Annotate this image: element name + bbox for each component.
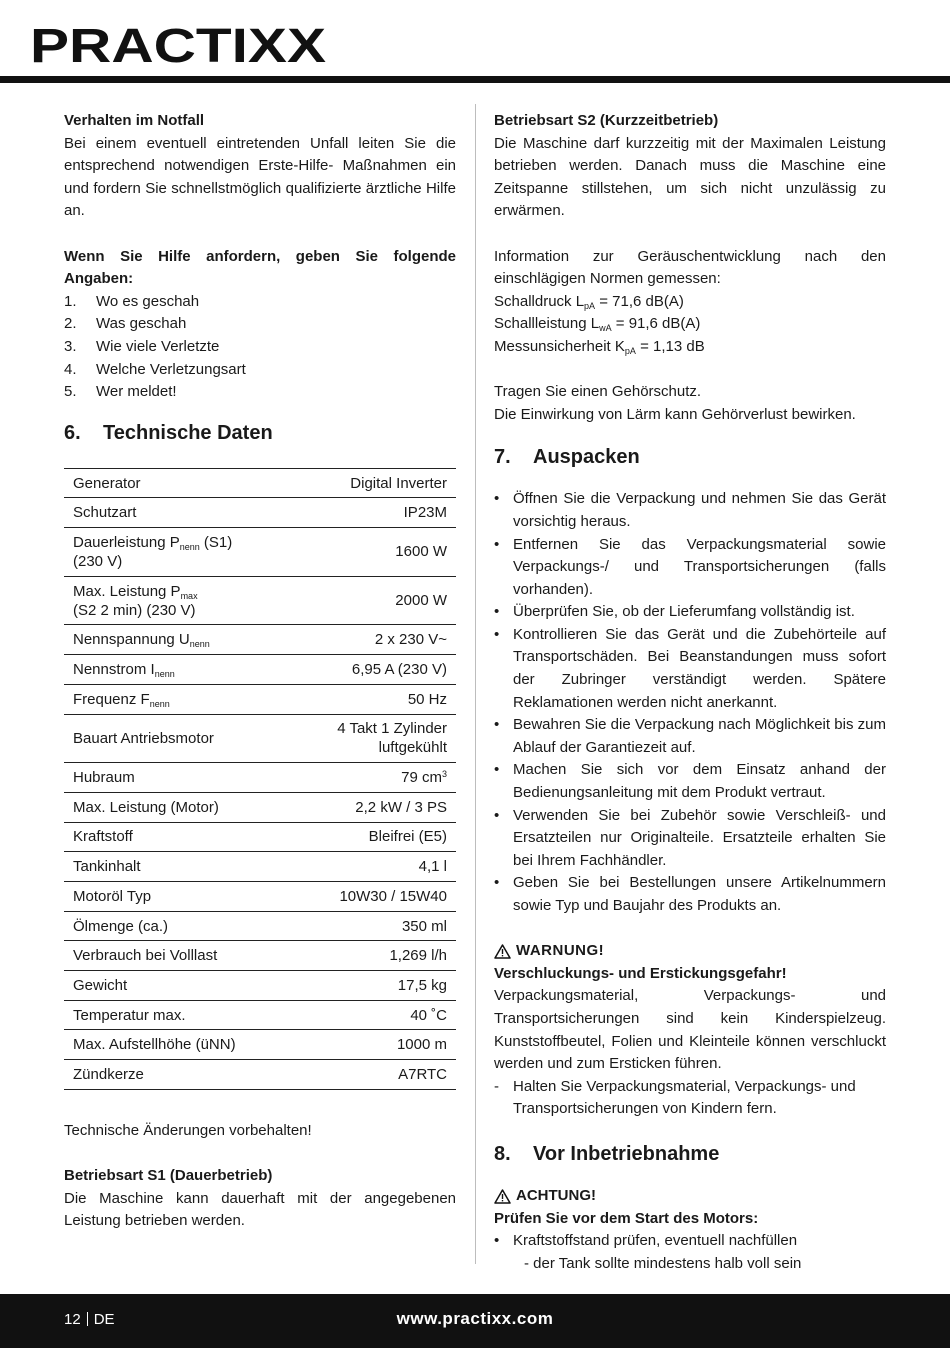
list-item: 3. Wie viele Verletzte bbox=[64, 337, 220, 355]
spec-table bbox=[64, 468, 456, 1090]
attention-heading: Prüfen Sie vor dem Start des Motors: bbox=[494, 1209, 759, 1227]
table-row: Max. Leistung (Motor) 2,2 kW / 3 PS bbox=[64, 792, 456, 822]
svg-text:PRACTIXX: PRACTIXX bbox=[30, 20, 326, 73]
table-row: Temperatur max. 40 ˚C bbox=[64, 1000, 456, 1030]
table-row: Nennspannung $U_{nenn}$ 2 x 230 V~ bbox=[64, 625, 456, 655]
help-list bbox=[64, 291, 456, 404]
list-item: • Kontrollieren Sie das Gerät und die Zubehörteile auf Transportschäden. Bei Beanstandungen muss sofort der Zubringer verständigt werden. Spätere Reklamationen werden nicht anerkannt. bbox=[494, 624, 886, 714]
attention-subline: - der Tank sollte mindestens halb voll sein bbox=[524, 1254, 802, 1272]
list-item: • Bewahren Sie die Verpackung nach Möglichkeit bis zum Ablauf der Garantiezeit auf. bbox=[494, 714, 886, 759]
noise-intro: Information zur Geräuschentwicklung nach den einschlägigen Normen gemessen: bbox=[494, 247, 886, 288]
table-row: Nennstrom $I_{nenn}$ 6,95 A (230 V) bbox=[64, 655, 456, 685]
s2-text: Die Maschine darf kurzzeitig mit der Maximalen Leistung betrieben werden. Danach muss die Maschine eine Zeitspanne stillstehen, um sich nicht unzulässig zu erwärmen. bbox=[494, 134, 886, 220]
noise-uncertainty: Messunsicherheit $K_{pA} = 1,13$ dB bbox=[494, 337, 705, 356]
list-item: 1. Wo es geschah bbox=[64, 292, 200, 310]
table-row: Dauerleistung $P_{nenn}$ (S1) (230 V) 1600 W bbox=[64, 528, 456, 577]
noise-power: Schallleistung $L_{wA} = 91,6$ dB(A) bbox=[494, 315, 701, 334]
table-row: Generator Digital Inverter bbox=[64, 468, 456, 498]
s1-text: Die Maschine kann dauerhaft mit der angegebenen Leistung betrieben werden. bbox=[64, 1189, 456, 1230]
table-row: Schutzart IP23M bbox=[64, 498, 456, 528]
warning-triangle-icon bbox=[494, 1189, 511, 1204]
table-row: Ölmenge (ca.) 350 ml bbox=[64, 911, 456, 941]
table-row: Frequenz $F_{nenn}$ 50 Hz bbox=[64, 684, 456, 714]
s1-heading: Betriebsart S1 (Dauerbetrieb) bbox=[64, 1166, 273, 1184]
list-item: • Entfernen Sie das Verpackungsmaterial sowie Verpackungs-/ und Transportsicherungen (falls vorhanden). bbox=[494, 534, 886, 602]
footer-url[interactable]: www.practixx.com bbox=[396, 1309, 554, 1328]
list-item: - Halten Sie Verpackungsmaterial, Verpackungs- und Transportsicherungen von Kindern fern. bbox=[494, 1076, 886, 1121]
list-item: • Überprüfen Sie, ob der Lieferumfang vollständig ist. bbox=[494, 601, 886, 624]
footer bbox=[0, 1294, 950, 1348]
table-row: Motoröl Typ 10W30 / 15W40 bbox=[64, 881, 456, 911]
table-row: Tankinhalt 4,1 l bbox=[64, 852, 456, 882]
list-item: • Kraftstoffstand prüfen, eventuell nachfüllen bbox=[494, 1230, 886, 1253]
s2-heading: Betriebsart S2 (Kurzzeitbetrieb) bbox=[494, 112, 719, 129]
section-heading-auspacken: 7. Auspacken bbox=[494, 446, 640, 469]
table-row: Zündkerze A7RTC bbox=[64, 1060, 456, 1090]
unpack-list bbox=[494, 488, 886, 917]
changes-note: Technische Änderungen vorbehalten! bbox=[64, 1121, 312, 1139]
emergency-text: Bei einem eventuell eintretenden Unfall leiten Sie die entsprechend notwendigen Erste-Hilfe- Maßnahmen ein und fordern Sie schnellstmöglich qualifizierte ärztliche Hilfe an. bbox=[64, 134, 456, 220]
warning-heading: Verschluckungs- und Erstickungsgefahr! bbox=[494, 964, 787, 982]
table-row: Verbrauch bei Volllast 1,269 l/h bbox=[64, 941, 456, 971]
warning-label: WARNUNG! bbox=[494, 940, 886, 963]
section-heading-technische-daten: 6. Technische Daten bbox=[64, 421, 273, 444]
table-row: Max. Leistung $P_{max}$ (S2 2 min) (230 V) 2000 W bbox=[64, 576, 456, 625]
warning-text: Verpackungsmaterial, Verpackungs- und Transportsicherungen sind kein Kinderspielzeug. Kunststoffbeutel, Folien und Kleinteile können verschluckt werden und zum Ersticken führen. bbox=[494, 987, 886, 1073]
attention-label: ACHTUNG! bbox=[494, 1185, 886, 1208]
left-column bbox=[64, 110, 456, 1233]
emergency-heading: Verhalten im Notfall bbox=[64, 112, 205, 129]
table-row: Kraftstoff Bleifrei (E5) bbox=[64, 822, 456, 852]
list-item: 4. Welche Verletzungsart bbox=[64, 360, 246, 378]
list-item: • Machen Sie sich vor dem Einsatz anhand der Bedienungsanleitung mit dem Produkt vertraut. bbox=[494, 759, 886, 804]
list-item: 2. Was geschah bbox=[64, 315, 187, 333]
header-rule bbox=[0, 76, 950, 83]
table-row: Bauart Antriebsmotor 4 Takt 1 Zylinder luftgekühlt bbox=[64, 714, 456, 763]
noise-advice-2: Die Einwirkung von Lärm kann Gehörverlust bewirken. bbox=[494, 405, 856, 423]
table-row: Hubraum 79 $cm^3$ bbox=[64, 763, 456, 793]
noise-pressure: Schalldruck $L_{pA} = 71,6$ dB(A) bbox=[494, 292, 684, 311]
warning-list bbox=[494, 1076, 886, 1121]
section-heading-vor-inbetriebnahme: 8. Vor Inbetriebnahme bbox=[494, 1142, 720, 1165]
table-row: Gewicht 17,5 kg bbox=[64, 971, 456, 1001]
column-divider bbox=[475, 104, 476, 1264]
attention-list bbox=[494, 1230, 886, 1253]
table-row: Max. Aufstellhöhe (üNN) 1000 m bbox=[64, 1030, 456, 1060]
warning-triangle-icon bbox=[494, 944, 511, 959]
page-number: 12 DE bbox=[64, 1311, 115, 1328]
list-item: 5. Wer meldet! bbox=[64, 383, 177, 401]
list-item: • Geben Sie bei Bestellungen unsere Artikelnummern sowie Typ und Baujahr des Produkts an. bbox=[494, 872, 886, 917]
list-item: • Verwenden Sie bei Zubehör sowie Verschleiß- und Ersatzteilen nur Originalteile. Ersatzteile erhalten Sie bei Ihrem Fachhändler. bbox=[494, 805, 886, 873]
right-column bbox=[494, 110, 886, 1275]
help-heading: Wenn Sie Hilfe anfordern, geben Sie folgende Angaben: bbox=[64, 247, 456, 288]
list-item: • Öffnen Sie die Verpackung und nehmen Sie das Gerät vorsichtig heraus. bbox=[494, 488, 886, 533]
practixx-logo bbox=[30, 14, 330, 76]
noise-advice-1: Tragen Sie einen Gehörschutz. bbox=[494, 383, 702, 401]
